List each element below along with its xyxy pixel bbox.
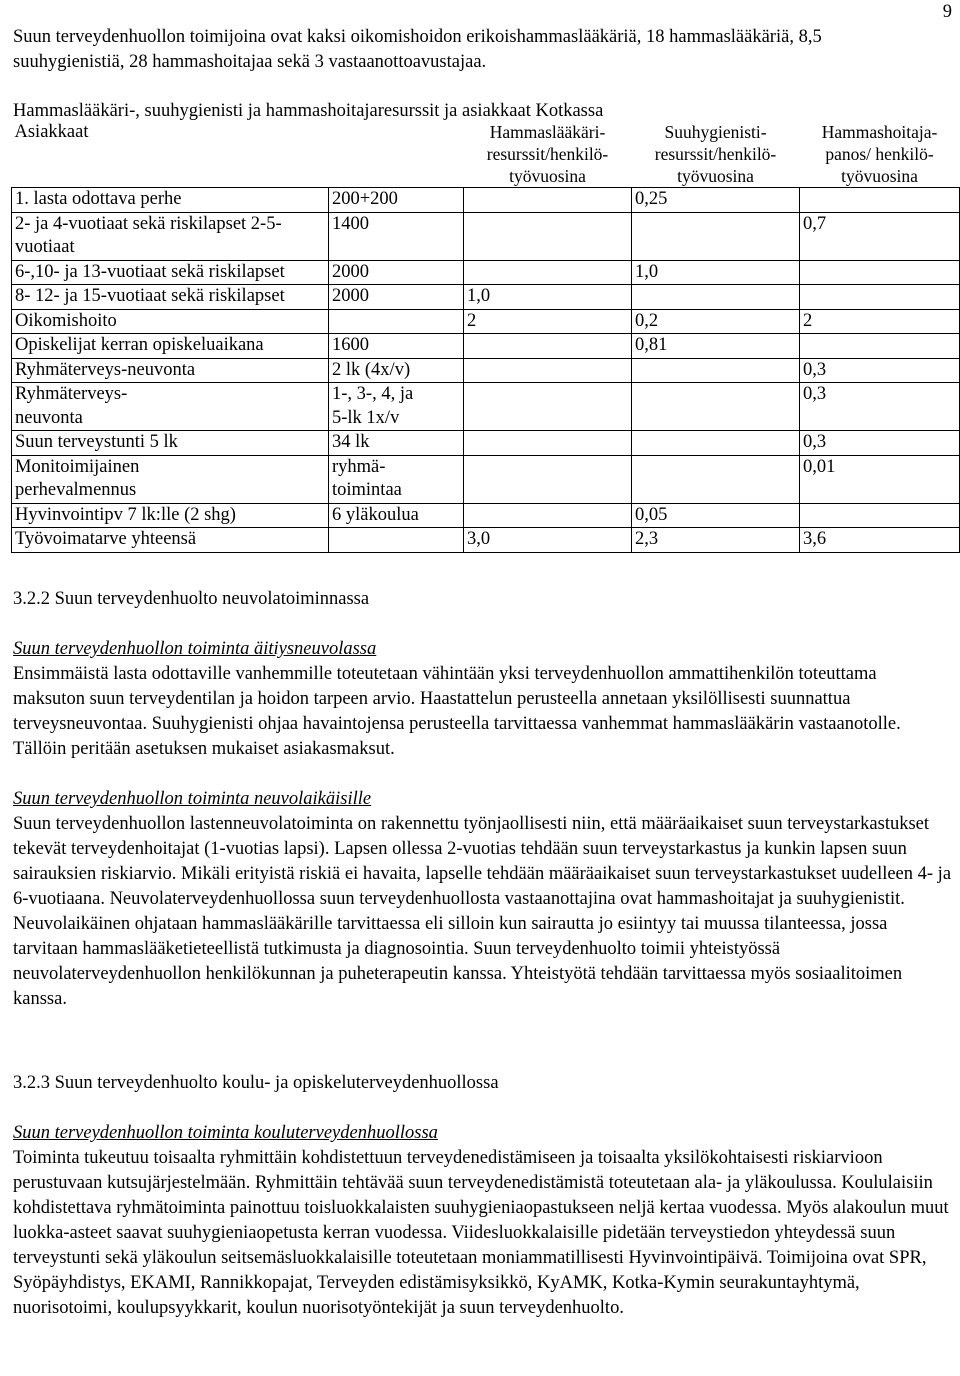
cell-clients (329, 309, 464, 334)
cell-dentist (464, 334, 632, 359)
header-nurse: Hammashoitaja- panos/ henkilö- työvuosina (821, 122, 938, 186)
cell-dentist: 2 (464, 309, 632, 334)
cell-clients: 1400 (329, 212, 464, 260)
paragraph: Toiminta tukeutuu toisaalta ryhmittäin kohdistettuun terveydenedistämiseen ja toisaalta yksilökohtaisesti riskiarvioon perustuvaan kutsujärjestelmään. Ryhmittäin tehtävää suun terveydenedistämistä toteutetaan ala- ja yläkoulussa. Koululaisiin kohdistettava ryhmätoiminta painottuu toisluokkalaisten suuhygieniaopastukseen neljä kertaa vuodessa. Myös alakoulun muut luokka-asteet saavat suuhygieniaopetusta kerran vuodessa. Viidesluokkalaisille pidetään terveystiedon yhteydessä suun terveystunti sekä yläkoulun seitsemäsluokkalaisille toteutetaan moniammatillisesti Hyvinvointipäivä. Toimijoina ovat SPR, Syöpäyhdistys, EKAMI, Rannikkopajat, Terveyden edistämisyksikkö, KyAMK, Kotka-Kymin seurakuntayhtymä, nuorisotoimi, koulupsyykkarit, koulun nuorisotyöntekijät ja suun terveydenhuolto. (13, 1148, 949, 1318)
header-dentist: Hammaslääkäri- resurssit/henkilö- työvuosina (486, 122, 609, 186)
table-row (12, 334, 960, 359)
table-row (12, 285, 960, 310)
table-row (12, 431, 960, 456)
cell-dentist (464, 503, 632, 528)
cell-hygienist: 0,05 (632, 503, 800, 528)
cell-hygienist (632, 212, 800, 260)
subsection-heading: Suun terveydenhuollon toiminta kouluterveydenhuollossa (13, 1123, 438, 1143)
cell-dentist (464, 188, 632, 213)
cell-nurse: 0,01 (800, 455, 960, 503)
cell-nurse (800, 285, 960, 310)
table-row (12, 260, 960, 285)
cell-label: Monitoimijainen perhevalmennus (12, 455, 329, 503)
page-number: 9 (942, 2, 952, 22)
cell-nurse: 0,7 (800, 212, 960, 260)
cell-clients: 2 lk (4x/v) (329, 358, 464, 383)
section-heading: 3.2.2 Suun terveydenhuolto neuvolatoiminnassa (13, 589, 370, 609)
cell-label: Työvoimatarve yhteensä (12, 528, 329, 553)
cell-label: Hyvinvointipv 7 lk:lle (2 shg) (12, 503, 329, 528)
cell-hygienist (632, 431, 800, 456)
cell-label: Ryhmäterveys-neuvonta (12, 358, 329, 383)
table-row (12, 503, 960, 528)
table-row (12, 455, 960, 503)
cell-label: 1. lasta odottava perhe (12, 188, 329, 213)
cell-nurse (800, 260, 960, 285)
cell-hygienist (632, 358, 800, 383)
table-row (12, 528, 960, 553)
table-row (12, 309, 960, 334)
table-row (12, 212, 960, 260)
cell-dentist (464, 455, 632, 503)
cell-label: 8- 12- ja 15-vuotiaat sekä riskilapset (12, 285, 329, 310)
cell-clients: ryhmä- toimintaa (329, 455, 464, 503)
cell-clients: 6 yläkoulua (329, 503, 464, 528)
paragraph: Suun terveydenhuollon lastenneuvolatoiminta on rakennettu työnjaollisesti niin, että määräaikaiset suun terveystarkastukset tekevät terveydenhoitajat (1-vuotias lapsi). Lapsen ollessa 2-vuotias tehdään suun terveystarkastus ja kunkin lapsen suun sairauksien riskiarvio. Mikäli erityistä riskiä ei havaita, lapselle tehdään määräaikaiset suun terveystarkastukset uudelleen 4- ja 6-vuotiaana. Neuvolaterveydenhuollossa suun terveydenhuollosta vastaanottajina ovat hammashoitajat ja suuhygienistit. Neuvolaikäinen ohjataan hammaslääkärille tarvittaessa eli silloin kun sairautta jo esiintyy tai muussa tilanteessa, jossa tarvitaan hammaslääketieteellistä tutkimusta ja diagnosointia. Suun terveydenhuolto toimii yhteistyössä neuvolaterveydenhuollon henkilökunnan ja puheterapeutin kanssa. Yhteistyötä tehdään tarvittaessa myös sosiaalitoimen kanssa. (13, 814, 952, 1009)
resources-table (11, 121, 960, 553)
cell-dentist (464, 212, 632, 260)
cell-clients (329, 528, 464, 553)
cell-hygienist: 0,81 (632, 334, 800, 359)
paragraph: Ensimmäistä lasta odottaville vanhemmille toteutetaan vähintään yksi terveydenhuollon ammattihenkilön toteuttama maksuton suun terveydentilan ja hoidon tarpeen arvio. Haastattelun perusteella annetaan yksilöllisesti suunnattua terveysneuvontaa. Suuhygienisti ohjaa havaintojensa perusteella tarvittaessa vanhemmat hammaslääkärin vastaanotolle. Tällöin peritään asetuksen mukaiset asiakasmaksut. (13, 664, 901, 759)
cell-label: Oikomishoito (12, 309, 329, 334)
table-row (12, 383, 960, 431)
cell-dentist (464, 383, 632, 431)
cell-hygienist (632, 383, 800, 431)
cell-nurse: 0,3 (800, 431, 960, 456)
cell-nurse: 3,6 (800, 528, 960, 553)
table-header-row (12, 121, 960, 188)
header-clients: Asiakkaat (14, 122, 89, 142)
cell-hygienist: 0,2 (632, 309, 800, 334)
subsection-heading: Suun terveydenhuollon toiminta äitiysneuvolassa (13, 639, 377, 659)
cell-nurse: 2 (800, 309, 960, 334)
table-caption: Hammaslääkäri-, suuhygienisti ja hammashoitajaresurssit ja asiakkaat Kotkassa (13, 101, 604, 121)
cell-clients: 200+200 (329, 188, 464, 213)
table-row (12, 188, 960, 213)
cell-hygienist (632, 285, 800, 310)
section-heading: 3.2.3 Suun terveydenhuolto koulu- ja opiskeluterveydenhuollossa (13, 1073, 499, 1093)
table-row (12, 358, 960, 383)
cell-clients: 1-, 3-, 4, ja 5-lk 1x/v (329, 383, 464, 431)
subsection-heading: Suun terveydenhuollon toiminta neuvolaikäisille (13, 789, 372, 809)
cell-label: Suun terveystunti 5 lk (12, 431, 329, 456)
cell-dentist (464, 260, 632, 285)
cell-nurse (800, 503, 960, 528)
cell-hygienist: 1,0 (632, 260, 800, 285)
cell-dentist (464, 358, 632, 383)
cell-dentist (464, 431, 632, 456)
cell-clients: 1600 (329, 334, 464, 359)
section-3-2-2 (13, 587, 953, 1012)
header-hygienist: Suuhygienisti- resurssit/henkilö- työvuosina (654, 122, 777, 186)
cell-label: 2- ja 4-vuotiaat sekä riskilapset 2-5-vuotiaat (12, 212, 329, 260)
cell-clients: 34 lk (329, 431, 464, 456)
section-3-2-3 (13, 1071, 953, 1321)
cell-nurse: 0,3 (800, 358, 960, 383)
cell-nurse (800, 334, 960, 359)
cell-hygienist: 0,25 (632, 188, 800, 213)
cell-clients: 2000 (329, 285, 464, 310)
cell-label: 6-,10- ja 13-vuotiaat sekä riskilapset (12, 260, 329, 285)
cell-dentist: 1,0 (464, 285, 632, 310)
cell-dentist: 3,0 (464, 528, 632, 553)
cell-label: Opiskelijat kerran opiskeluaikana (12, 334, 329, 359)
intro-paragraph: Suun terveydenhuollon toimijoina ovat kaksi oikomishoidon erikoishammaslääkäriä, 18 hammaslääkäriä, 8,5 suuhygienistiä, 28 hammashoitajaa sekä 3 vastaanottoavustajaa. (13, 27, 822, 72)
cell-nurse (800, 188, 960, 213)
cell-hygienist (632, 455, 800, 503)
cell-hygienist: 2,3 (632, 528, 800, 553)
cell-label: Ryhmäterveys- neuvonta (12, 383, 329, 431)
cell-nurse: 0,3 (800, 383, 960, 431)
cell-clients: 2000 (329, 260, 464, 285)
